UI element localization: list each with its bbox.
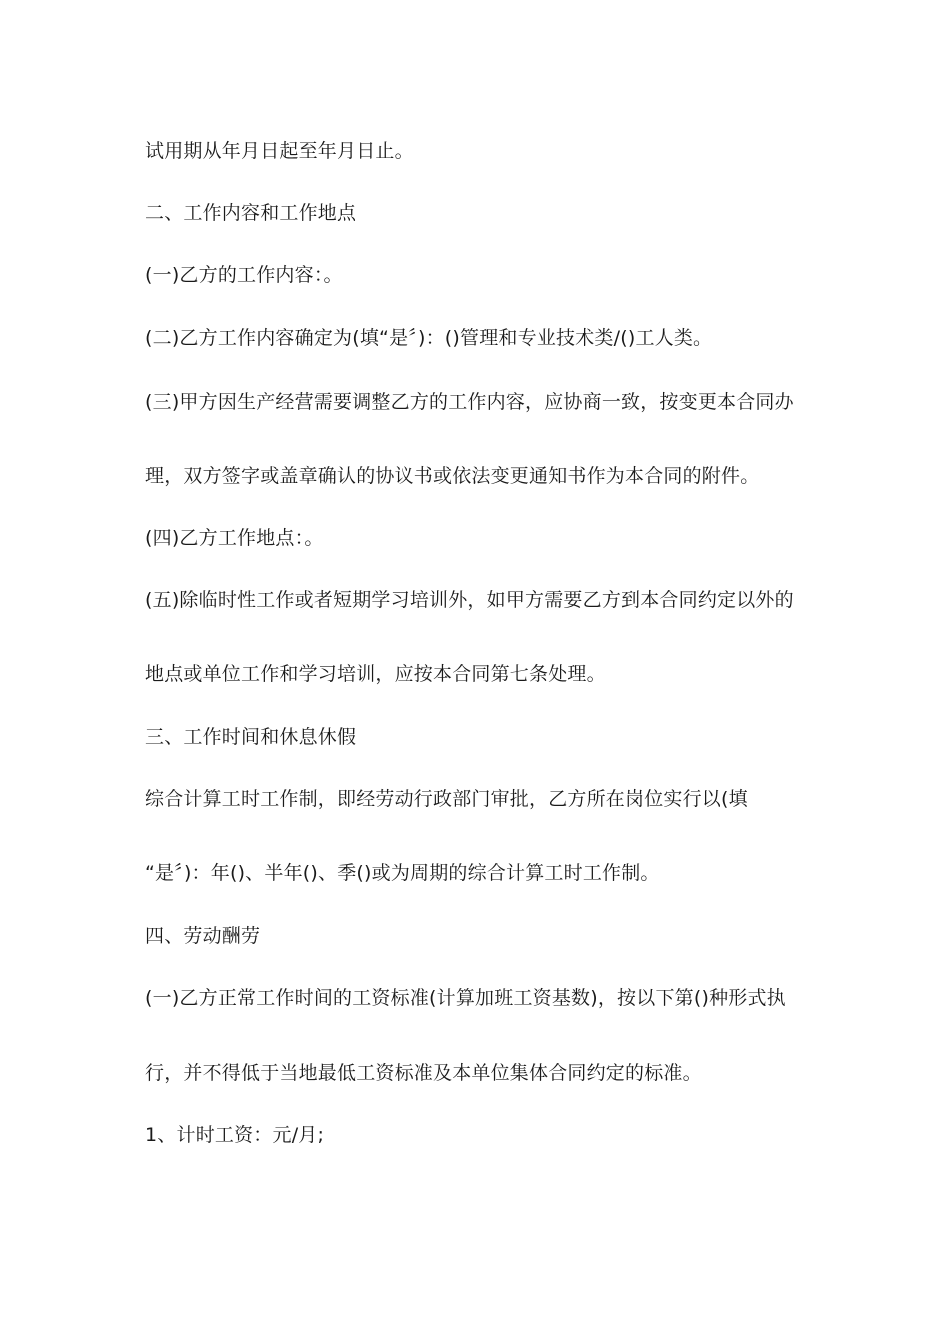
clause-2-work-type: (二)乙方工作内容确定为(填“是〞)：()管理和专业技术类/()工人类。 <box>145 327 713 349</box>
section-heading-work-hours: 三、工作时间和休息休假 <box>145 726 357 748</box>
section-heading-remuneration: 四、劳动酬劳 <box>145 925 261 947</box>
work-hours-continuation: “是〞)：年()、半年()、季()或为周期的综合计算工时工作制。 <box>145 862 660 884</box>
section-heading-work-content: 二、工作内容和工作地点 <box>145 202 357 224</box>
wage-standard-continuation: 行，并不得低于当地最低工资标准及本单位集体合同约定的标准。 <box>145 1062 702 1084</box>
clause-3-adjustment: (三)甲方因生产经营需要调整乙方的工作内容，应协商一致，按变更本合同办 <box>145 391 794 413</box>
hourly-wage-item: 1、计时工资：元/月; <box>145 1124 325 1146</box>
clause-5-continuation: 地点或单位工作和学习培训，应按本合同第七条处理。 <box>145 663 606 685</box>
clause-1-wage-standard: (一)乙方正常工作时间的工资标准(计算加班工资基数)，按以下第()种形式执 <box>145 987 786 1009</box>
clause-3-continuation: 理，双方签字或盖章确认的协议书或依法变更通知书作为本合同的附件。 <box>145 465 760 487</box>
clause-5-external-work: (五)除临时性工作或者短期学习培训外，如甲方需要乙方到本合同约定以外的 <box>145 589 794 611</box>
clause-1-work-content: (一)乙方的工作内容：。 <box>145 264 343 286</box>
clause-4-work-location: (四)乙方工作地点：。 <box>145 527 324 549</box>
probation-period-text: 试用期从年月日起至年月日止。 <box>145 140 414 162</box>
work-hours-system: 综合计算工时工作制，即经劳动行政部门审批，乙方所在岗位实行以(填 <box>145 788 748 810</box>
